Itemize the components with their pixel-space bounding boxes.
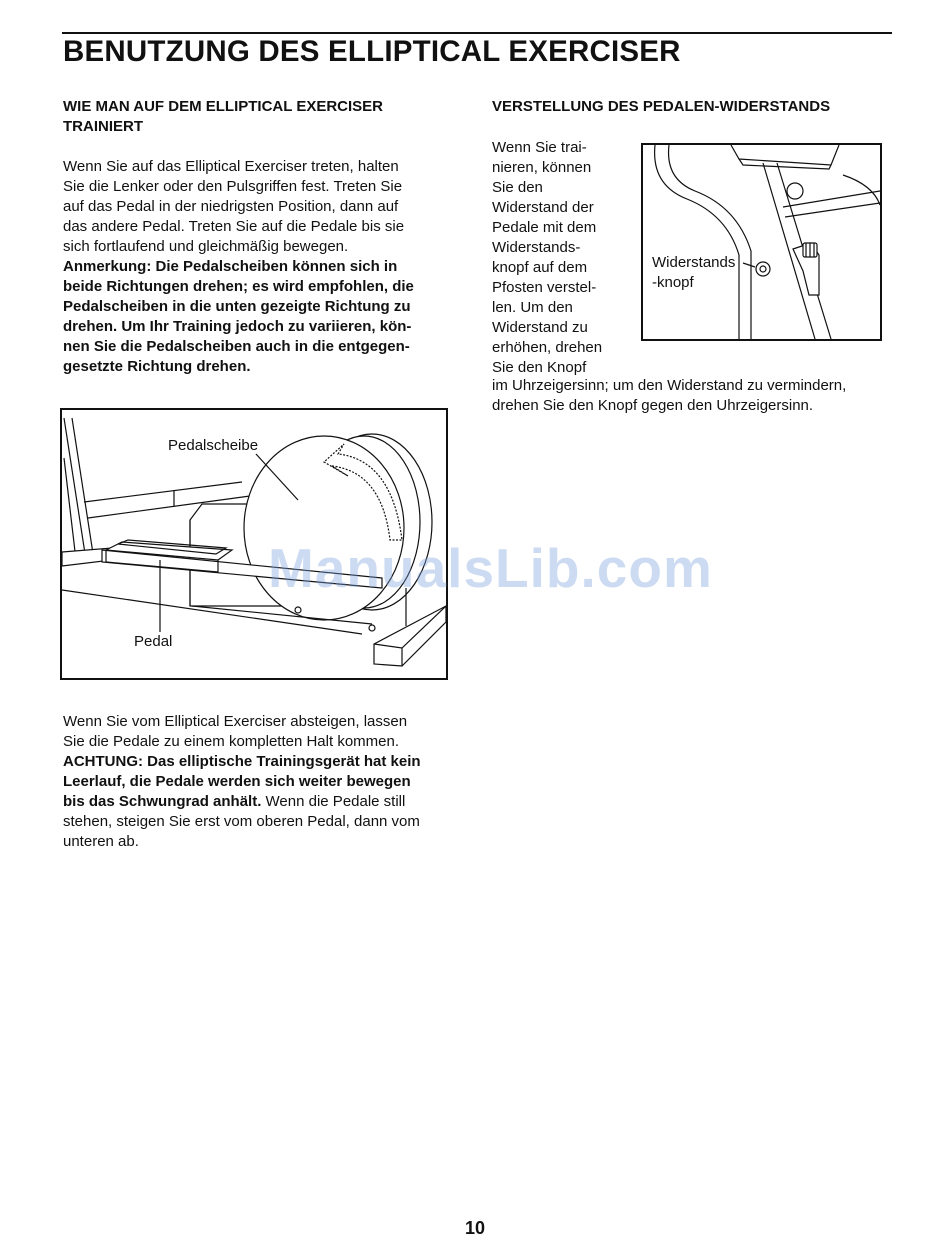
text-line: Pfosten verstel- xyxy=(492,279,597,296)
resistance-knob-label-line-2: -knopf xyxy=(652,274,694,291)
text-line: knopf auf dem xyxy=(492,259,588,276)
note-bold: Pedalscheiben in die unten gezeigte Richtung zu xyxy=(63,298,411,315)
text-line: Pedale mit dem xyxy=(492,219,597,236)
text-line: Widerstand der xyxy=(492,199,594,216)
text-line: Widerstands- xyxy=(492,239,581,256)
note-bold: gesetzte Richtung drehen. xyxy=(63,358,251,375)
note-line xyxy=(63,337,461,357)
mounting-paragraph xyxy=(63,157,461,377)
resistance-knob-illustration xyxy=(643,145,880,339)
text-line: Wenn Sie auf das Elliptical Exerciser treten, halten xyxy=(63,158,399,175)
page-title: BENUTZUNG DES ELLIPTICAL EXERCISER xyxy=(63,35,681,68)
text-line: sich fortlaufend und gleichmäßig bewegen. xyxy=(63,238,349,255)
right-section-heading xyxy=(492,97,892,117)
warning-line xyxy=(63,792,461,812)
text-run: Wenn die Pedale still xyxy=(261,793,406,810)
text-line: Sie die Pedale zu einem kompletten Halt kommen. xyxy=(63,733,400,750)
text-line: im Uhrzeigersinn; um den Widerstand zu vermindern, xyxy=(492,377,847,394)
left-heading-line-1: WIE MAN AUF DEM ELLIPTICAL EXERCISER xyxy=(63,98,384,115)
pedal-disc-label: Pedalscheibe xyxy=(168,437,259,454)
text-line: stehen, steigen Sie erst vom oberen Pedal, dann vom xyxy=(63,813,420,830)
warning-line xyxy=(63,752,461,772)
left-heading-line-2: TRAINIERT xyxy=(63,118,143,135)
warning-bold: bis das Schwungrad anhält. xyxy=(63,793,262,810)
text-line: auf das Pedal in der niedrigsten Position, dann auf xyxy=(63,198,399,215)
watermark: ManualsLib.com xyxy=(268,537,713,599)
text-line: Sie die Lenker oder den Pulsgriffen fest. Treten Sie xyxy=(63,178,403,195)
text-line: das andere Pedal. Treten Sie auf die Pedale bis sie xyxy=(63,218,405,235)
resistance-knob-figure xyxy=(641,143,882,341)
note-bold: beide Richtungen drehen; es wird empfohlen, die xyxy=(63,278,414,295)
warning-bold: Leerlauf, die Pedale werden sich weiter bewegen xyxy=(63,773,411,790)
text-line: len. Um den xyxy=(492,299,573,316)
text-line: nieren, können xyxy=(492,159,592,176)
note-line xyxy=(63,277,461,297)
dismount-paragraph xyxy=(63,712,461,852)
text-line: Sie den xyxy=(492,179,543,196)
left-section-heading xyxy=(63,97,461,137)
note-line xyxy=(63,357,461,377)
resistance-paragraph-wide xyxy=(492,376,892,416)
note-line xyxy=(63,317,461,337)
resistance-knob-label-line-1: Widerstands xyxy=(652,254,736,271)
warning-bold: ACHTUNG: Das elliptische Trainingsgerät hat kein xyxy=(63,753,421,770)
resistance-paragraph-narrow xyxy=(492,138,627,378)
text-line: Sie den Knopf xyxy=(492,359,587,376)
note-bold: nen Sie die Pedalscheiben auch in die entgegen- xyxy=(63,338,410,355)
warning-line xyxy=(63,772,461,792)
page-number: 10 xyxy=(464,1218,486,1238)
text-line: drehen Sie den Knopf gegen den Uhrzeigersinn. xyxy=(492,397,814,414)
pedal-label: Pedal xyxy=(134,633,173,650)
text-line: Wenn Sie vom Elliptical Exerciser absteigen, lassen xyxy=(63,713,408,730)
note-bold: drehen. Um Ihr Training jedoch zu variieren, kön- xyxy=(63,318,412,335)
text-line: Widerstand zu xyxy=(492,319,588,336)
note-line xyxy=(63,257,461,277)
text-line: erhöhen, drehen xyxy=(492,339,603,356)
right-heading: VERSTELLUNG DES PEDALEN-WIDERSTANDS xyxy=(492,98,831,115)
note-line xyxy=(63,297,461,317)
note-bold: Anmerkung: Die Pedalscheiben können sich in xyxy=(63,258,398,275)
text-line: unteren ab. xyxy=(63,833,139,850)
text-line: Wenn Sie trai- xyxy=(492,139,587,156)
